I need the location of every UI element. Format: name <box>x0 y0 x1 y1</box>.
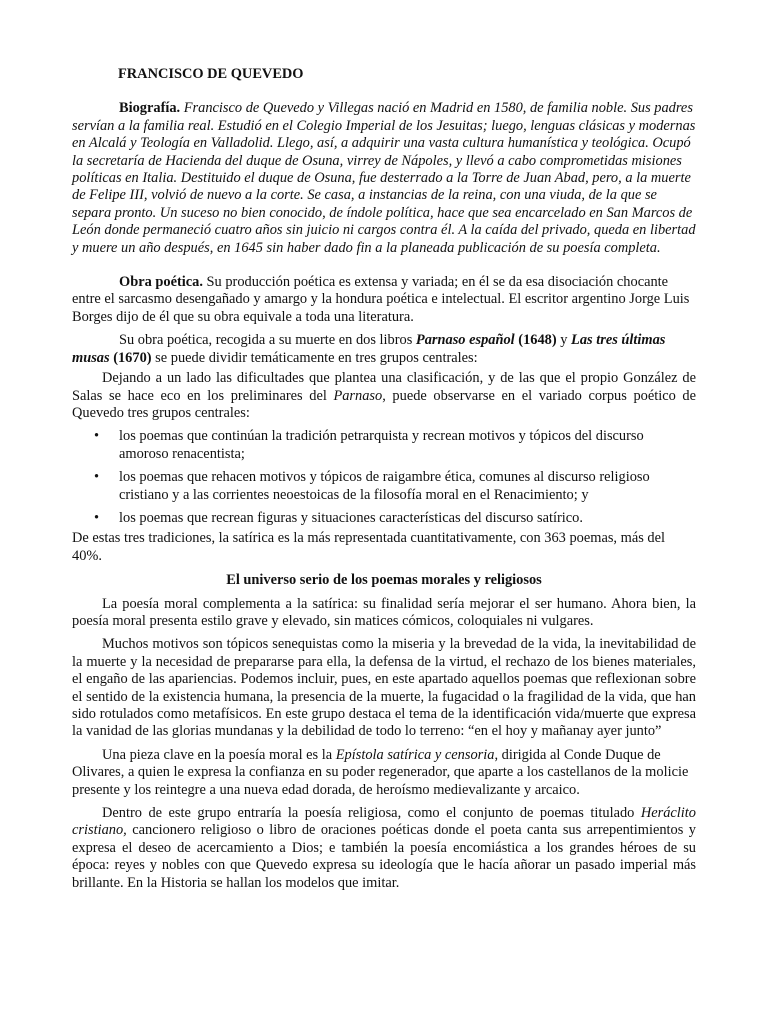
recogida-text-2: y <box>556 332 572 349</box>
obra-poetica-text: Su producción poética es extensa y variada; en él se da esa disociación chocante entre el sarcasmo desengañado y amargo y la hondura poética e intelectual. El escritor argentino Jorge Luis Borges dijo de él que su obra equivale a toda una literatura. <box>72 274 690 325</box>
obra-poetica-label: Obra poética. <box>119 274 203 291</box>
epistola-text-1: Una pieza clave en la poesía moral es la <box>102 746 336 763</box>
list-item <box>72 510 696 527</box>
religiosa-paragraph <box>72 805 696 892</box>
list-item-text: los poemas que rehacen motivos y tópicos de raigambre ética, comunes al discurso religioso cristiano y a las corrientes neoestoicas de la filosofía moral en el Renacimiento; y <box>119 469 650 503</box>
list-item <box>72 428 696 463</box>
list-item-text: los poemas que recrean figuras y situaciones características del discurso satírico. <box>119 509 583 526</box>
list-item-text: los poemas que continúan la tradición petrarquista y recrean motivos y tópicos del discurso amoroso renacentista; <box>119 428 644 462</box>
tradiciones-paragraph: De estas tres tradiciones, la satírica es la más representada cuantitativamente, con 363 poemas, más del 40%. <box>72 530 665 564</box>
moral-paragraph: La poesía moral complementa a la satírica: su finalidad sería mejorar el ser humano. Ahora bien, la poesía moral presenta estilo grave y elevado, sin matices cómicos, coloquiales ni vulgares. <box>72 595 696 629</box>
religiosa-text-1: Dentro de este grupo entraría la poesía religiosa, como el conjunto de poemas titulado <box>102 805 641 822</box>
musas-title: Las tres últimas musas <box>72 332 666 366</box>
epistola-title: Epístola satírica y censoria <box>335 746 495 763</box>
religiosa-text-2: cancionero religioso o libro de oraciones poéticas donde el poeta canta sus arrepentimientos y expresa el deseo de acercamiento a Dios; e también la poesía encomiástica a los grandes héroes de su época: reyes y nobles con que Quevedo expresa su ideología que le hacía añorar un pasado imperial más brillante. En la Historia se hallan los modelos que imitar. <box>72 822 696 891</box>
biografia-label: Biografía. <box>119 100 181 117</box>
groups-list <box>72 428 696 527</box>
bullet-glyph: • <box>94 509 100 526</box>
recogida-text-1: Su obra poética, recogida a su muerte en dos libros <box>119 332 416 349</box>
bullet-glyph: • <box>94 428 100 445</box>
dejando-text-1: Dejando a un lado las dificultades que plantea una clasificación, y de las que el propio González de Salas se hace eco en los preliminares del <box>72 370 696 404</box>
musas-year: (1670) <box>109 349 152 366</box>
motivos-paragraph: Muchos motivos son tópicos senequistas como la miseria y la brevedad de la vida, la inevitabilidad de la muerte y la necesidad de prepararse para ella, la defensa de la virtud, el rechazo de los bienes materiales, el engaño de las apariencias. Podemos incluir, pues, en este apartado aquellos poemas que reflexionan sobre el sentido de la existencia humana, la presencia de la muerte, la fugacidad o la fragilidad de la vida, que han sido rotulados como metafísicos. En este grupo destaca el tema de la identificación vida/muerte que expresa la vanidad de las glorias mundanas y la debilidad de todo lo terreno: “en el hoy y mañanay ayer junto” <box>72 636 696 740</box>
heraclito-title: Heráclito cristiano, <box>72 805 696 839</box>
list-item <box>72 469 696 504</box>
parnaso-title: Parnaso español <box>415 332 515 349</box>
dejando-paragraph <box>72 370 696 422</box>
biografia-paragraph <box>72 100 696 257</box>
document-page <box>72 66 696 892</box>
recogida-text-3: se puede dividir temáticamente en tres grupos centrales: <box>151 349 478 366</box>
dejando-text-2: , puede observarse en el variado corpus poético de Quevedo tres grupos centrales: <box>72 387 696 421</box>
parnaso-year: (1648) <box>514 332 557 349</box>
obra-poetica-paragraph <box>72 274 696 326</box>
bullet-glyph: • <box>94 469 100 486</box>
parnaso-italic: Parnaso <box>333 387 383 404</box>
recogida-paragraph <box>72 332 696 367</box>
epistola-paragraph <box>72 747 696 799</box>
biografia-text: Francisco de Quevedo y Villegas nació en Madrid en 1580, de familia noble. Sus padres servían a la familia real. Estudió en el Colegio Imperial de los Jesuitas; luego, lenguas clásicas y modernas en Alcalá y Teología en Valladolid. Llego, así, a adquirir una vasta cultura humanística y teológica. Ocupó la secretaría de Hacienda del duque de Osuna, virrey de Nápoles, y llevó a cabo comprometidas misiones políticas en Italia. Destituido el duque de Osuna, fue desterrado a la Torre de Juan Abad, pero, a la muerte de Felipe III, volvió de nuevo a la corte. Se casa, a instancias de la reina, con una viuda, de la que se separa pronto. Un suceso no bien conocido, de índole política, hace que sea encarcelado en San Marcos de León donde permaneció cuatro años sin juicio ni cargos contra él. A la caída del privado, queda en libertad y muere un año después, en 1645 sin haber dado fin a la planeada publicación de su poesía completa. <box>72 100 696 256</box>
epistola-text-2: , dirigida al Conde Duque de Olivares, a quien le expresa la confianza en su poder regenerador, que aparte a los castellanos de la molicie presente y los reintegre a una nueva edad dorada, de heroísmo medievalizante y arcaico. <box>72 746 689 798</box>
section-heading: El universo serio de los poemas morales y religiosos <box>226 572 542 589</box>
document-title: FRANCISCO DE QUEVEDO <box>118 66 304 82</box>
